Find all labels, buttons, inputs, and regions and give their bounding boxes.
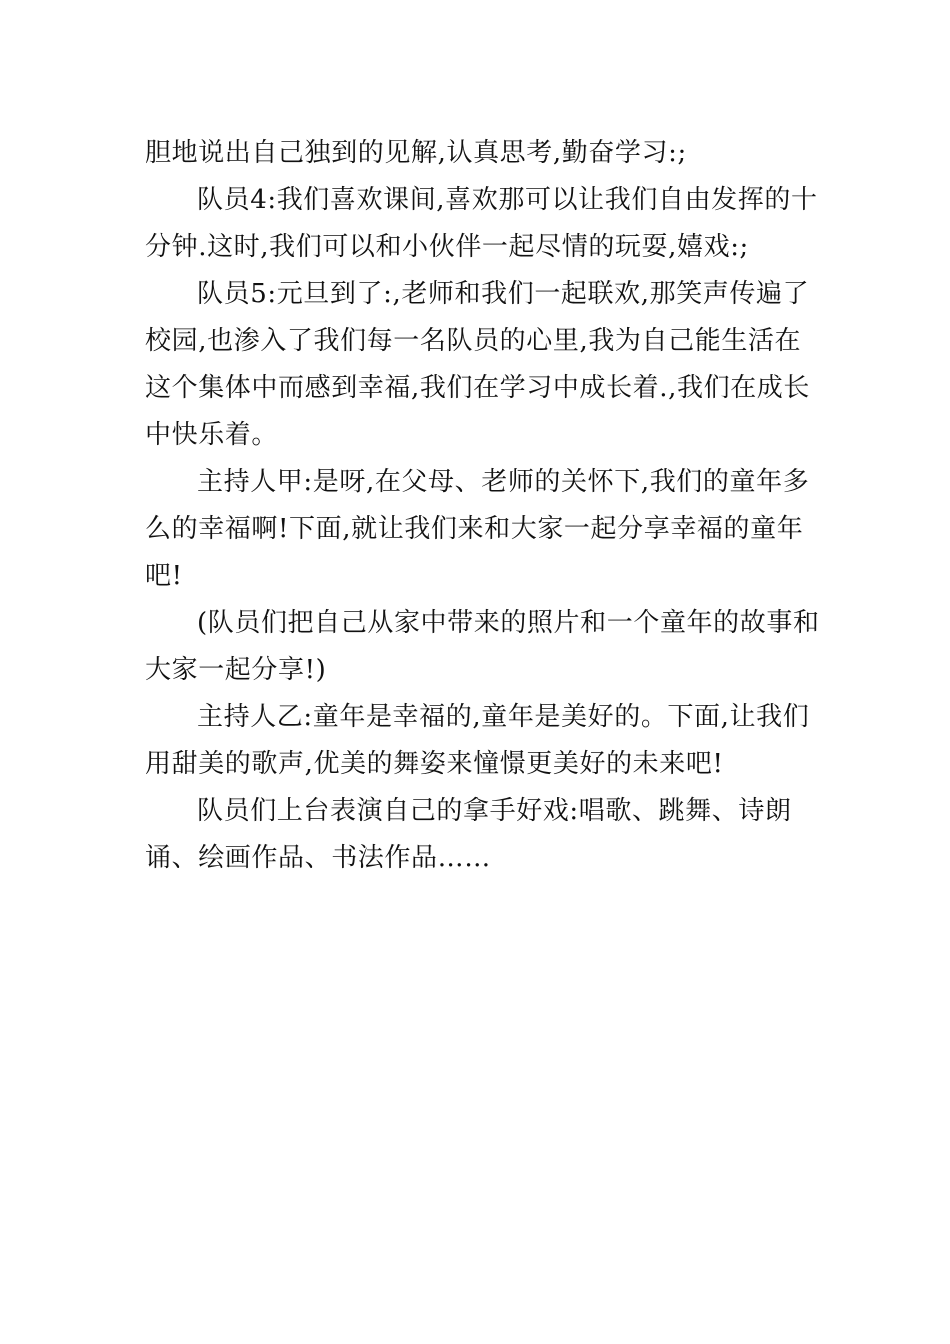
paragraph-2: 队员4:我们喜欢课间,喜欢那可以让我们自由发挥的十分钟.这时,我们可以和小伙伴一起尽情的玩耍,嬉戏:;	[145, 185, 818, 262]
document-body	[145, 130, 825, 882]
paragraph-7: 队员们上台表演自己的拿手好戏:唱歌、跳舞、诗朗诵、绘画作品、书法作品……	[145, 796, 792, 873]
paragraph-6: 主持人乙:童年是幸福的,童年是美好的。下面,让我们用甜美的歌声,优美的舞姿来憧憬更美好的未来吧!	[145, 702, 810, 779]
paragraph-1: 胆地说出自己独到的见解,认真思考,勤奋学习:;	[145, 138, 687, 168]
paragraph-5: (队员们把自己从家中带来的照片和一个童年的故事和大家一起分享!)	[145, 608, 820, 685]
paragraph-4: 主持人甲:是呀,在父母、老师的关怀下,我们的童年多么的幸福啊!下面,就让我们来和大家一起分享幸福的童年吧!	[145, 467, 810, 591]
paragraph-3: 队员5:元旦到了:,老师和我们一起联欢,那笑声传遍了校园,也渗入了我们每一名队员的心里,我为自己能生活在这个集体中而感到幸福,我们在学习中成长着.,我们在成长中快乐着。	[145, 279, 810, 450]
